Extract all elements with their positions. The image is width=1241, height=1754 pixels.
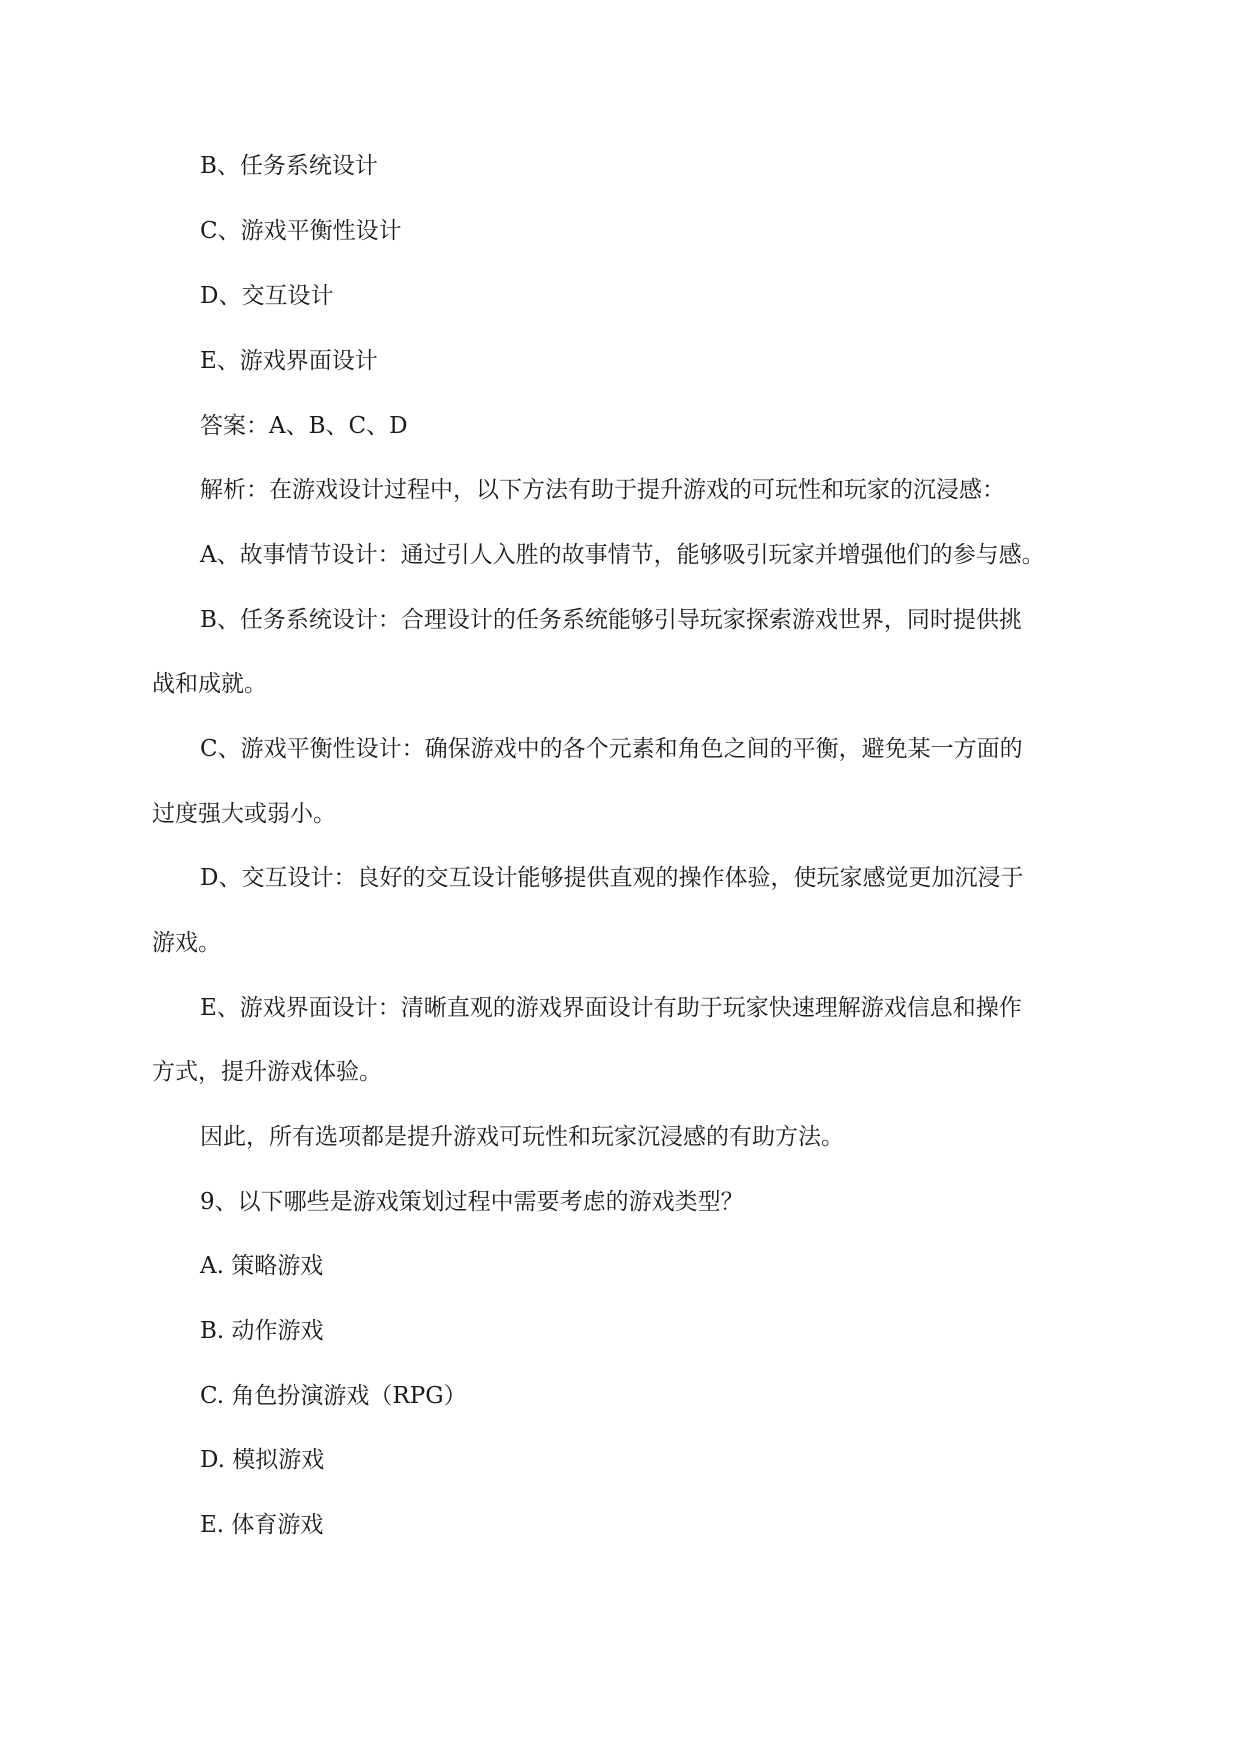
analysis-d-line: D、交互设计：良好的交互设计能够提供直观的操作体验，使玩家感觉更加沉浸于 bbox=[200, 865, 1024, 891]
analysis-e-line: E、游戏界面设计：清晰直观的游戏界面设计有助于玩家快速理解游戏信息和操作 bbox=[200, 995, 1022, 1021]
option-b-line: B、任务系统设计 bbox=[200, 153, 378, 179]
analysis-c-line: C、游戏平衡性设计：确保游戏中的各个元素和角色之间的平衡，避免某一方面的 bbox=[200, 736, 1023, 762]
analysis-c-continuation: 过度强大或弱小。 bbox=[152, 801, 336, 827]
option-d-line: D、交互设计 bbox=[200, 283, 334, 309]
question-9-line: 9、以下哪些是游戏策划过程中需要考虑的游戏类型？ bbox=[200, 1189, 744, 1215]
analysis-d-continuation: 游戏。 bbox=[152, 930, 221, 956]
q9-option-b: B. 动作游戏 bbox=[200, 1318, 324, 1344]
q9-option-d: D. 模拟游戏 bbox=[200, 1447, 325, 1473]
analysis-b-continuation: 战和成就。 bbox=[152, 671, 267, 697]
q9-option-c: C. 角色扮演游戏（RPG） bbox=[200, 1383, 467, 1409]
option-e-line: E、游戏界面设计 bbox=[200, 348, 378, 374]
q9-option-e: E. 体育游戏 bbox=[200, 1512, 324, 1538]
analysis-e-continuation: 方式，提升游戏体验。 bbox=[152, 1059, 382, 1085]
q9-option-a: A. 策略游戏 bbox=[200, 1253, 324, 1279]
analysis-intro-line: 解析：在游戏设计过程中，以下方法有助于提升游戏的可玩性和玩家的沉浸感： bbox=[200, 477, 1005, 503]
option-c-line: C、游戏平衡性设计 bbox=[200, 218, 402, 244]
analysis-b-line: B、任务系统设计：合理设计的任务系统能够引导玩家探索游戏世界，同时提供挑 bbox=[200, 607, 1022, 633]
conclusion-line: 因此，所有选项都是提升游戏可玩性和玩家沉浸感的有助方法。 bbox=[200, 1124, 844, 1150]
analysis-a-line: A、故事情节设计：通过引人入胜的故事情节，能够吸引玩家并增强他们的参与感。 bbox=[200, 542, 1045, 568]
answer-line: 答案：A、B、C、D bbox=[200, 413, 408, 439]
